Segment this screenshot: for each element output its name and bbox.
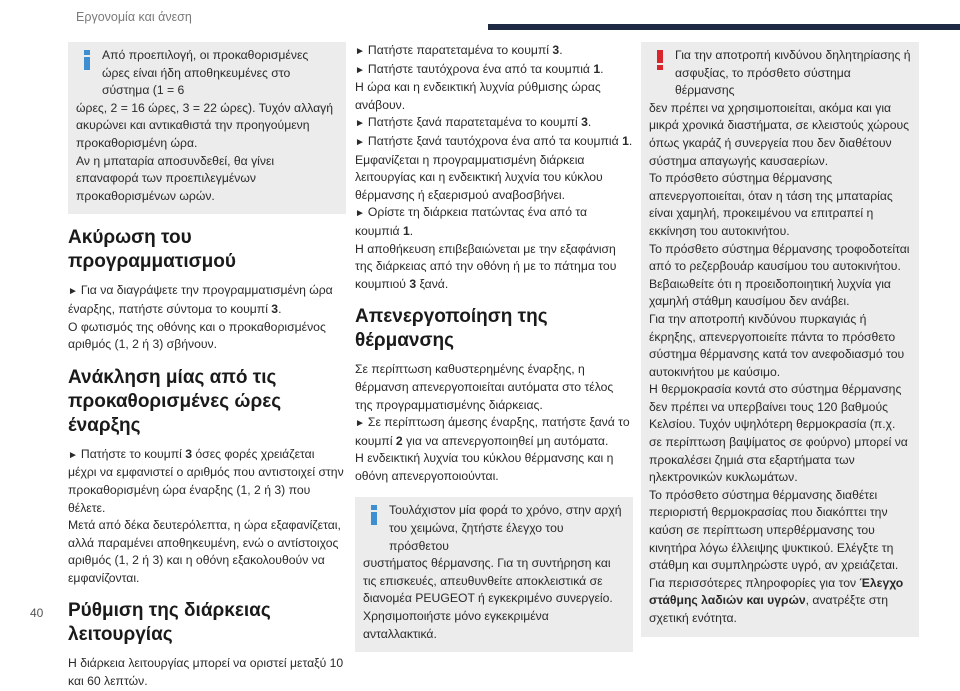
warning-text-first: Για την αποτροπή κινδύνου δηλητηρίασης ή ασφυξίας, το πρόσθετο σύστημα θέρμανσης bbox=[675, 48, 911, 98]
info-text-first: Τουλάχιστον μία φορά το χρόνο, στην αρχή του χειμώνα, ζητήστε έλεγχο του πρόσθετου bbox=[389, 503, 622, 553]
off-text-2: Η ενδεικτική λυχνία του κύκλου θέρμανσης και η οθόνη απενεργοποιούνται. bbox=[355, 451, 614, 483]
warning-icon bbox=[653, 50, 671, 70]
info-icon bbox=[367, 505, 385, 525]
warning-battery: Το πρόσθετο σύστημα θέρμανσης απενεργοποιείται, όταν η τάση της μπαταρίας είναι χαμηλή, προκειμένου να επιτραπεί η εκκίνηση του αυτοκινήτου. bbox=[649, 171, 893, 238]
bullet-arrow-icon: ► bbox=[355, 118, 365, 130]
cross-reference-link: Έλεγχο στάθμης λαδιών και υγρών bbox=[649, 575, 904, 608]
bullet-arrow-icon: ► bbox=[355, 64, 365, 76]
heading-recall-preset: Ανάκληση μίας από τις προκαθορισμένες ώρες έναρξης bbox=[68, 366, 282, 436]
off-step: ► Σε περίπτωση άμεσης έναρξης, πατήστε ξανά το κουμπί 2 για να απενεργοποιηθεί μη αυτόματα. bbox=[355, 415, 630, 448]
info-note-presets bbox=[68, 42, 346, 214]
info-icon bbox=[80, 50, 98, 70]
duration-step-2: ► Πατήστε ταυτόχρονα ένα από τα κουμπιά 1. bbox=[355, 61, 604, 76]
info-text-battery: Αν η μπαταρία αποσυνδεθεί, θα γίνει επαναφορά των προεπιλεγμένων προκαθορισμένων ωρών. bbox=[76, 153, 275, 203]
bullet-arrow-icon: ► bbox=[355, 418, 365, 430]
info-text-first: Από προεπιλογή, οι προκαθορισμένες ώρες είναι ήδη αποθηκευμένες στο σύστημα (1 = 6 bbox=[102, 48, 309, 98]
heading-cancel-programming: Ακύρωση του προγραμματισμού bbox=[68, 227, 236, 273]
warning-note bbox=[641, 42, 919, 637]
column-1 bbox=[68, 42, 346, 691]
column-2 bbox=[355, 42, 633, 654]
off-text-1: Σε περίπτωση καθυστερημένης έναρξης, η θέρμανση απενεργοποιείται αυτόματα στο τέλος της προγραμματισμένης διάρκειας. bbox=[355, 362, 614, 412]
info-text-parts: Χρησιμοποιήστε μόνο εγκεκριμένα ανταλλακτικά. bbox=[363, 609, 549, 641]
bullet-arrow-icon: ► bbox=[355, 136, 365, 148]
page-number: 40 bbox=[30, 606, 44, 620]
duration-step-3: Η ώρα και η ενδεικτική λυχνία ρύθμισης ώρας ανάβουν. bbox=[355, 80, 601, 112]
warning-more-info: Για περισσότερες πληροφορίες για τον Έλεγχο στάθμης λαδιών και υγρών, ανατρέξτε στη σχετική ενότητα. bbox=[649, 575, 904, 625]
header-accent-bar bbox=[488, 24, 960, 30]
heading-set-duration: Ρύθμιση της διάρκειας λειτουργίας bbox=[68, 600, 271, 646]
warning-fuel: Το πρόσθετο σύστημα θέρμανσης τροφοδοτείται από το ρεζερβουάρ καυσίμου του αυτοκινήτου. Βεβαιωθείτε ότι η προειδοποιητική λυχνία για χαμηλή στάθμη καυσίμου δεν ανάβει. bbox=[649, 241, 910, 309]
bullet-arrow-icon: ► bbox=[68, 286, 78, 298]
warning-limiter: Το πρόσθετο σύστημα θέρμανσης διαθέτει περιοριστή θερμοκρασίας που διακόπτει την καύση σε περίπτωση υπερθέρμανσης του κινητήρα λόγω έλλειψης ψυκτικού. Ελέγξτε τη στάθμη και συμπληρώστε υγρό, αν χρειάζεται. bbox=[649, 487, 899, 573]
cancel-step: ► Για να διαγράψετε την προγραμματισμένη ώρα έναρξης, πατήστε σύντομα το κουμπί 3. bbox=[68, 283, 333, 316]
duration-step-6: Εμφανίζεται η προγραμματισμένη διάρκεια λειτουργίας και η ενδεικτική λυχνία του κύκλου θέρμανσης ή εξαερισμού αναβοσβήνει. bbox=[355, 152, 603, 202]
duration-text: Η διάρκεια λειτουργίας μπορεί να οριστεί μεταξύ 10 και 60 λεπτών. bbox=[68, 656, 344, 689]
duration-step-7: ► Ορίστε τη διάρκεια πατώντας ένα από τα κουμπιά 1. bbox=[355, 205, 588, 238]
warning-refuel: Για την αποτροπή κινδύνου πυρκαγιάς ή έκρηξης, απενεργοποιείτε πάντα το πρόσθετο σύστημα θέρμανσης κατά τον ανεφοδιασμό του αυτοκινήτου με καύσιμο. bbox=[649, 311, 905, 379]
recall-step: ► Πατήστε το κουμπί 3 όσες φορές χρειάζεται μέχρι να εμφανιστεί ο αριθμός που αντιστοιχεί στην προκαθορισμένη ώρα έναρξης (1, 2 ή 3) που θέλετε. bbox=[68, 446, 344, 515]
bullet-arrow-icon: ► bbox=[355, 46, 365, 57]
section-title: Εργονομία και άνεση bbox=[76, 10, 192, 24]
info-text-rest: συστήματος θέρμανσης. Για τη συντήρηση και τις επισκευές, απευθυνθείτε αποκλειστικά σε διανομέα PEUGEOT ή εγκεκριμένο συνεργείο. bbox=[363, 556, 613, 606]
duration-step-5: ► Πατήστε ξανά ταυτόχρονα ένα από τα κουμπιά 1. bbox=[355, 133, 633, 148]
cancel-result: Ο φωτισμός της οθόνης και ο προκαθορισμένος αριθμός (1, 2 ή 3) σβήνουν. bbox=[68, 319, 326, 352]
duration-step-1: ► Πατήστε παρατεταμένα το κουμπί 3. bbox=[355, 43, 563, 57]
bullet-arrow-icon: ► bbox=[68, 449, 78, 461]
duration-step-4: ► Πατήστε ξανά παρατεταμένα το κουμπί 3. bbox=[355, 115, 592, 130]
heading-heating-off: Απενεργοποίηση της θέρμανσης bbox=[355, 306, 548, 352]
recall-result: Μετά από δέκα δευτερόλεπτα, η ώρα εξαφανίζεται, αλλά παραμένει αποθηκευμένη, ενώ ο αντίστοιχος αριθμός (1, 2 ή 3) και η οθόνη εξακολουθούν να εμφανίζονται. bbox=[68, 518, 341, 585]
column-3 bbox=[641, 42, 919, 639]
info-note-maintenance bbox=[355, 497, 633, 652]
bullet-arrow-icon: ► bbox=[355, 208, 365, 220]
warning-text-rest: δεν πρέπει να χρησιμοποιείται, ακόμα και για μικρά χρονικά διαστήματα, σε κλειστούς χώρους όπως γκαράζ ή συνεργεία που δεν διαθέτουν σύστημα απαγωγής καυσαερίων. bbox=[649, 100, 910, 168]
warning-temperature: Η θερμοκρασία κοντά στο σύστημα θέρμανσης δεν πρέπει να υπερβαίνει τους 120 βαθμούς Κελσίου. Τυχόν υψηλότερη θερμοκρασία (π.χ. σε περίπτωση βαψίματος σε φούρνο) μπορεί να προκαλέσει ζημιά στα εξαρτήματα των ηλεκτρονικών κυκλωμάτων. bbox=[649, 382, 908, 485]
duration-step-8: Η αποθήκευση επιβεβαιώνεται με την εξαφάνιση της διάρκειας από την οθόνη ή με το πάτημα του κουμπιού 3 ξανά. bbox=[355, 241, 617, 291]
info-text-rest: ώρες, 2 = 16 ώρες, 3 = 22 ώρες). Τυχόν αλλαγή ακυρώνει και αντικαθιστά την προηγούμενη προκαθορισμένη ώρα. bbox=[76, 100, 333, 150]
